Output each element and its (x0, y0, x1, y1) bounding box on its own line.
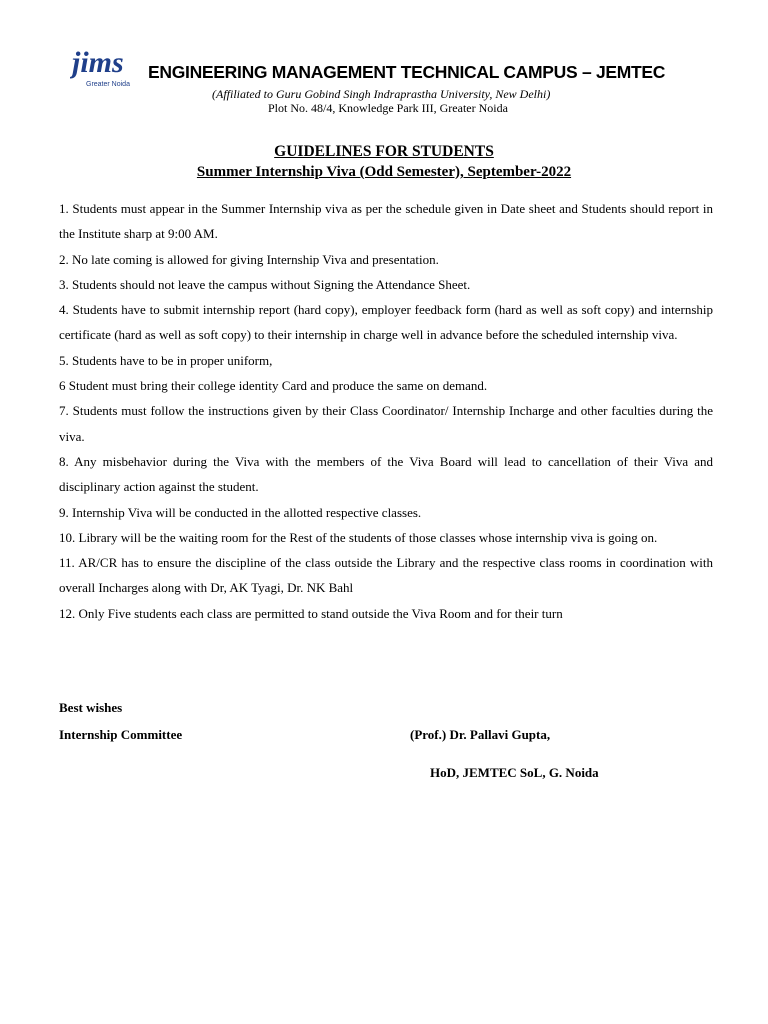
guideline-item: 11. AR/CR has to ensure the discipline of the class outside the Library and the respective class rooms in coordination with overall Incharges along with Dr, AK Tyagi, Dr. NK Bahl (59, 555, 713, 596)
guideline-item: 10. Library will be the waiting room for the Rest of the students of those classes whose internship viva is going on. (59, 529, 658, 545)
guideline-item: 2. No late coming is allowed for giving Internship Viva and presentation. (59, 251, 439, 267)
signatory-title: HoD, JEMTEC SoL, G. Noida (430, 765, 599, 780)
guideline-item: 5. Students have to be in proper uniform, (59, 352, 273, 368)
jims-logo (70, 42, 144, 90)
institute-name: ENGINEERING MANAGEMENT TECHNICAL CAMPUS – JEMTEC (148, 62, 666, 82)
signatory-name: (Prof.) Dr. Pallavi Gupta, (410, 727, 551, 742)
document-title (0, 143, 768, 161)
logo-wordmark: jims (72, 46, 124, 79)
affiliation: (Affiliated to Guru Gobind Singh Indraprastha University, New Delhi) (212, 87, 551, 101)
committee-name: Internship Committee (59, 727, 183, 742)
letterhead (70, 42, 710, 122)
guideline-item: 4. Students have to submit internship report (hard copy), employer feedback form (hard as well as soft copy) and internship certificate (hard as well as soft copy) to their internship in charge well in advance before the scheduled internship viva. (59, 302, 713, 343)
document-subtitle: Summer Internship Viva (Odd Semester), September-2022 (196, 164, 572, 180)
guideline-item: 6 Student must bring their college identity Card and produce the same on demand. (59, 378, 488, 394)
address: Plot No. 48/4, Knowledge Park III, Greater Noida (268, 101, 508, 115)
guideline-item: 7. Students must follow the instructions given by their Class Coordinator/ Internship Incharge and other faculties during the viva. (59, 403, 713, 444)
guideline-item: 1. Students must appear in the Summer Internship viva as per the schedule given in Date sheet and Students should report in the Institute sharp at 9:00 AM. (59, 201, 713, 242)
guideline-item: 3. Students should not leave the campus without Signing the Attendance Sheet. (59, 276, 471, 292)
guideline-item: 12. Only Five students each class are permitted to stand outside the Viva Room and for their turn (59, 605, 563, 621)
logo-subtext: Greater Noida (86, 81, 130, 88)
guidelines-list (59, 196, 713, 626)
document-title-text: GUIDELINES FOR STUDENTS (274, 143, 494, 160)
guideline-item: 9. Internship Viva will be conducted in the allotted respective classes. (59, 504, 422, 520)
best-wishes: Best wishes (59, 700, 123, 715)
guideline-item: 8. Any misbehavior during the Viva with the members of the Viva Board will lead to cancellation of their Viva and disciplinary action against the student. (59, 453, 713, 495)
